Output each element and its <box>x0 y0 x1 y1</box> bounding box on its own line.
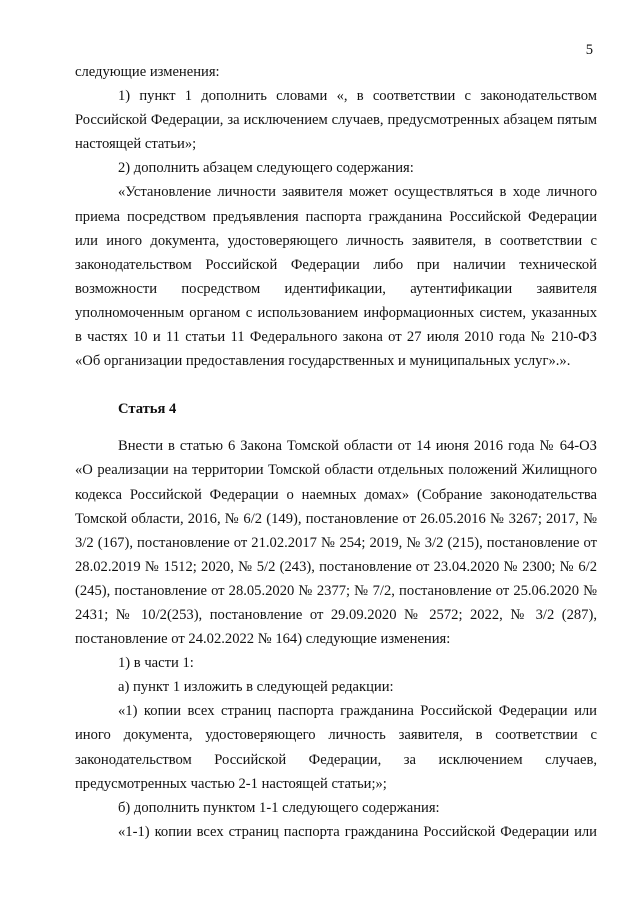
paragraph: б) дополнить пунктом 1-1 следующего содержания: <box>118 799 440 816</box>
paragraph: «Установление личности заявителя может осуществляться в ходе личного приема посредством предъявления паспорта гражданина Российской Федерации или иного документа, удостоверяющего личность заявителя, в соответствии с законодательством Российской Федерации либо при наличии технической возможности посредством идентификации, аутентификации заявителя уполномоченным органом с использованием информационных систем, указанных в частях 10 и 11 статьи 11 Федерального закона от 27 июля 2010 года № 210-ФЗ «Об организации предоставления государственных и муниципальных услуг».». <box>75 184 597 370</box>
paragraph: следующие изменения: <box>75 64 220 80</box>
paragraph: а) пункт 1 изложить в следующей редакции: <box>118 679 394 696</box>
paragraph: Внести в статью 6 Закона Томской области от 14 июня 2016 года № 64-ОЗ «О реализации на территории Томской области отдельных положений Жилищного кодекса Российской Федерации о наемных домах» (Собрание законодательства Томской области, 2016, № 6/2 (149), постановление от 26.05.2016 № 3267; 2017, № 3/2 (167), постановление от 21.02.2017 № 254; 2019, № 3/2 (215), постановление от 28.02.2019 № 1512; 2020, № 5/2 (243), постановление от 23.04.2020 № 2300; № 6/2 (245), постановление от 28.05.2020 № 2377; № 7/2, постановление от 25.06.2020 № 2431; № 10/2(253), постановление от 29.09.2020 № 2572; 2022, № 3/2 (287), постановление от 24.02.2022 № 164) следующие изменения: <box>75 438 597 648</box>
page-number: 5 <box>585 42 593 58</box>
paragraph: 1) пункт 1 дополнить словами «, в соответствии с законодательством Российской Федерации, за исключением случаев, предусмотренных абзацем пятым настоящей статьи»; <box>75 88 597 153</box>
paragraph: 2) дополнить абзацем следующего содержания: <box>118 160 414 177</box>
paragraph: «1-1) копии всех страниц паспорта гражданина Российской Федерации или <box>118 823 597 840</box>
article-heading: Статья 4 <box>118 401 177 418</box>
paragraph: «1) копии всех страниц паспорта гражданина Российской Федерации или иного документа, удостоверяющего личность заявителя, в соответствии с законодательством Российской Федерации, за исключением случаев, предусмотренных частью 2-1 настоящей статьи;»; <box>75 703 597 792</box>
paragraph: 1) в части 1: <box>118 655 194 672</box>
document-body <box>75 60 597 844</box>
